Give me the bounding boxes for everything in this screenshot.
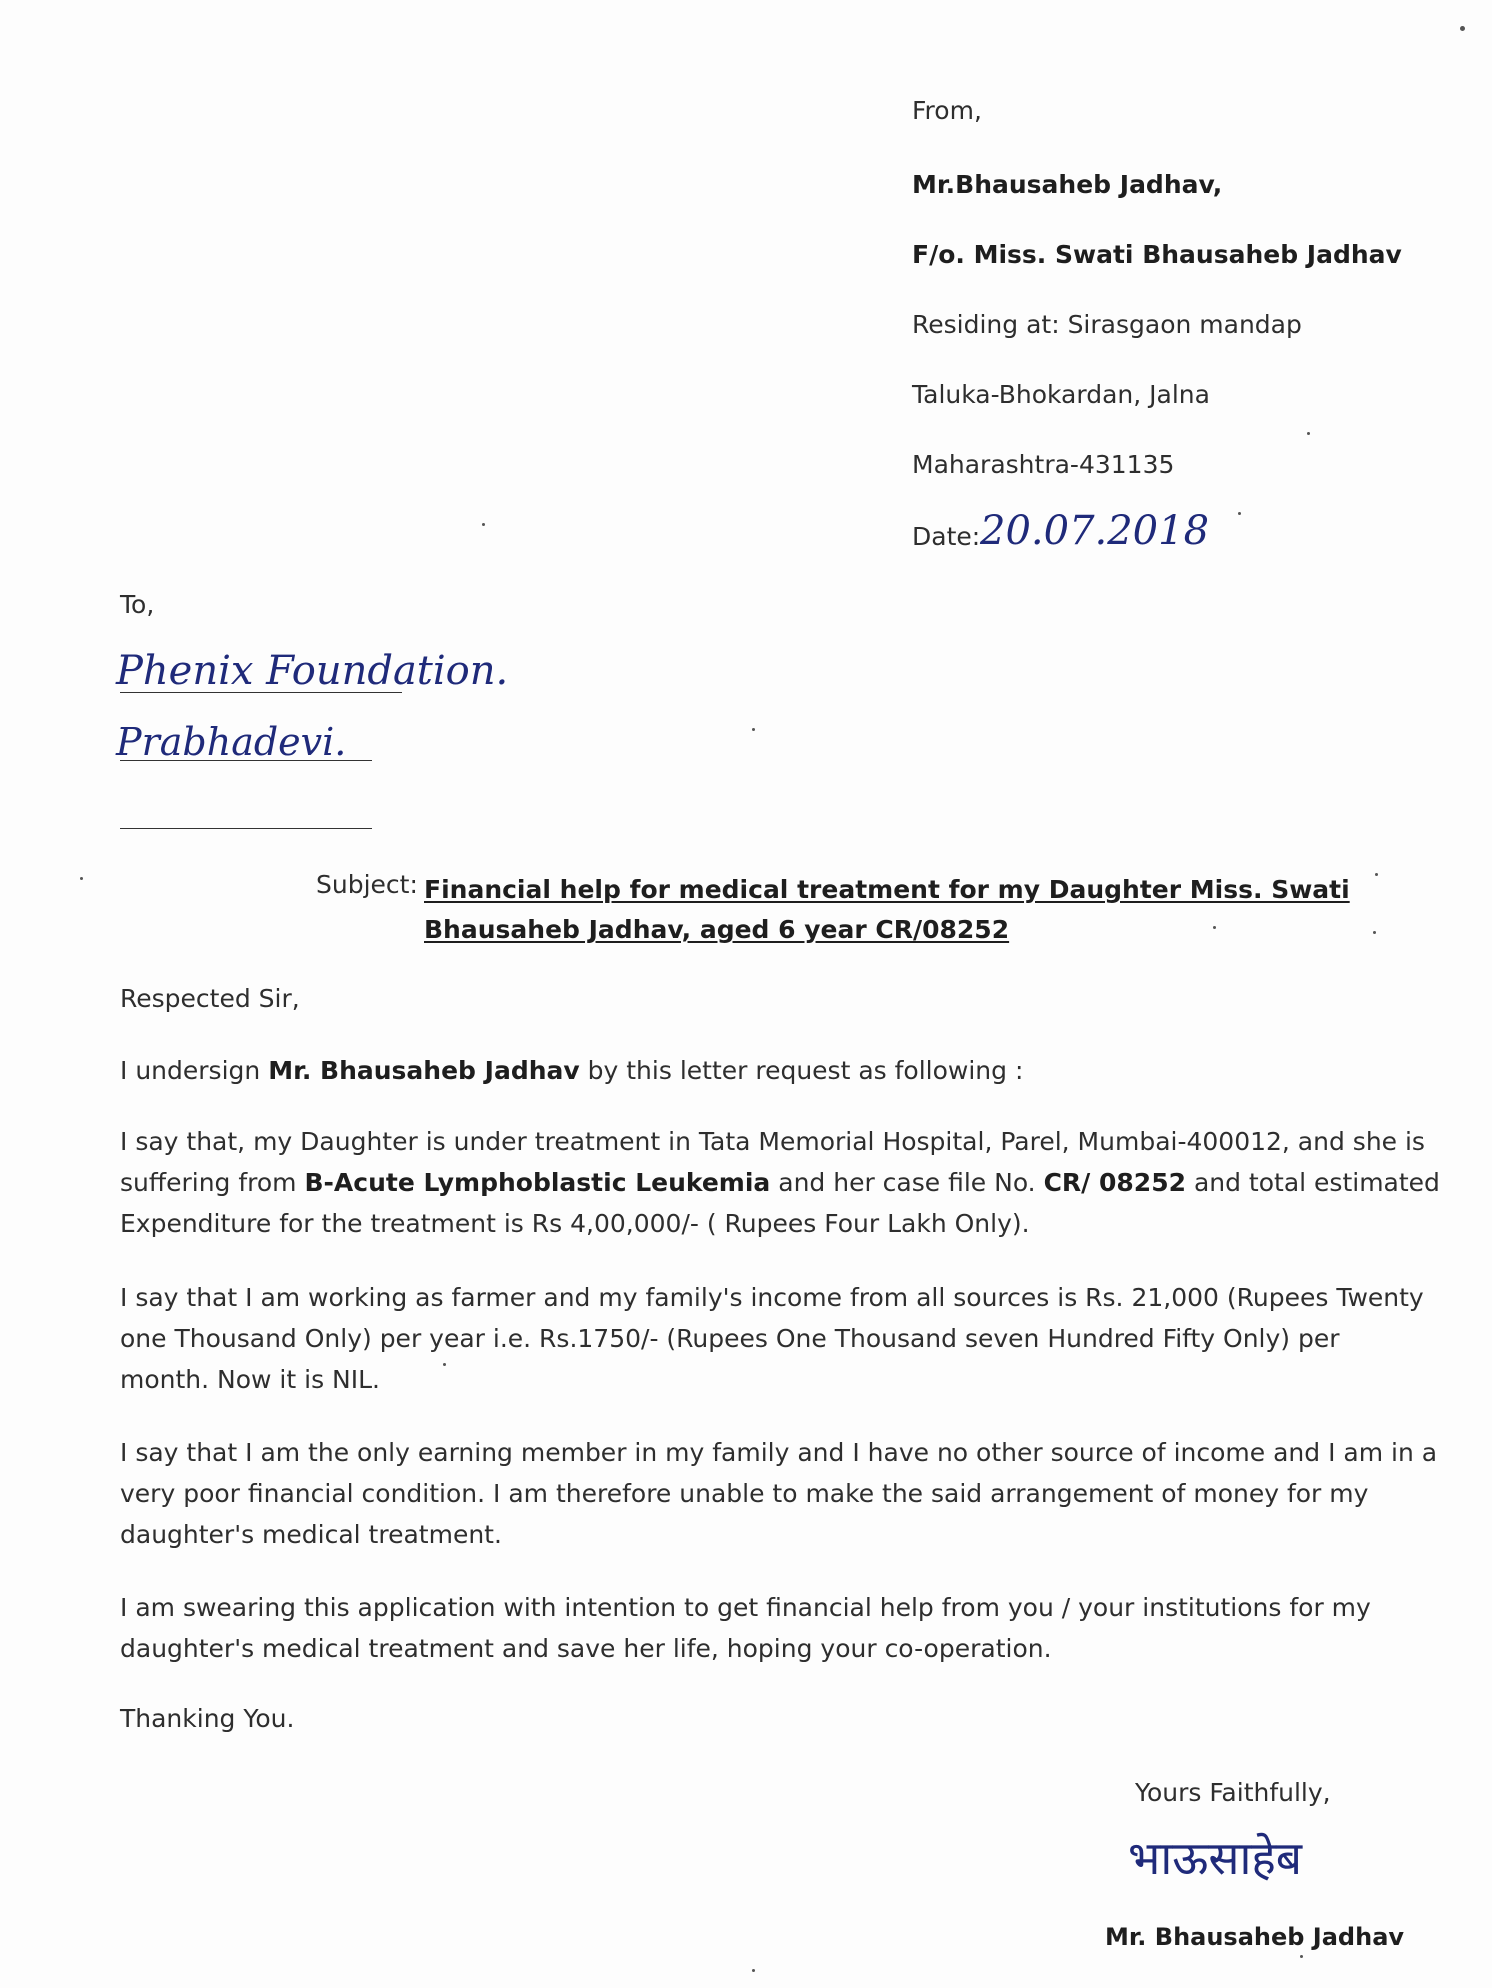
paragraph-line: I say that I am working as farmer and my family's income from all sources is Rs. 21,000 (Rupees Twenty	[120, 1283, 1424, 1312]
paragraph-request	[120, 1587, 1400, 1669]
scan-speck	[80, 877, 83, 880]
sender-address-line3: Maharashtra-431135	[912, 450, 1175, 479]
paragraph-condition	[120, 1432, 1438, 1555]
date-label: Date:	[912, 522, 981, 551]
paragraph-diagnosis	[120, 1121, 1440, 1244]
recipient-line2-handwritten: Prabhadevi.	[116, 720, 347, 764]
paragraph-income	[120, 1277, 1424, 1400]
recipient-line2-rule	[120, 760, 372, 761]
sender-name: Mr.Bhausaheb Jadhav,	[912, 170, 1223, 199]
paragraph-line: I say that, my Daughter is under treatment in Tata Memorial Hospital, Parel, Mumbai-400012, and she is	[120, 1127, 1425, 1156]
recipient-line3-rule	[120, 828, 372, 829]
scan-speck	[482, 523, 485, 526]
sender-address-line1: Residing at: Sirasgaon mandap	[912, 310, 1302, 339]
text-run: and total estimated	[1193, 1168, 1440, 1197]
recipient-line1-rule	[120, 692, 402, 693]
signature-handwritten: भाऊसाहेब	[1128, 1831, 1303, 1885]
scan-speck	[752, 1969, 755, 1972]
subject-text: Financial help for medical treatment for my Daughter Miss. Swati Bhausaheb Jadhav, aged 6 year CR/08252	[424, 875, 1350, 944]
from-label: From,	[912, 96, 982, 125]
scan-speck	[1307, 432, 1310, 435]
paragraph-line: daughter's medical treatment.	[120, 1520, 502, 1549]
text-run: and her case file No.	[778, 1168, 1036, 1197]
paragraph-line: daughter's medical treatment and save her life, hoping your co-operation.	[120, 1634, 1052, 1663]
intro-suffix: by this letter request as following :	[587, 1056, 1024, 1085]
signer-name: Mr. Bhausaheb Jadhav	[1105, 1923, 1405, 1951]
case-file-number: CR/ 08252	[1043, 1168, 1186, 1197]
date-handwritten: 20.07.2018	[980, 508, 1210, 554]
salutation: Respected Sir,	[120, 984, 300, 1013]
thanks: Thanking You.	[120, 1704, 295, 1733]
paragraph-line	[120, 1162, 1440, 1203]
intro-prefix: I undersign	[120, 1056, 261, 1085]
intro-name: Mr. Bhausaheb Jadhav	[268, 1056, 580, 1085]
to-label: To,	[120, 590, 155, 619]
paragraph-line: I say that I am the only earning member in my family and I have no other source of income and I am in a	[120, 1438, 1438, 1467]
sender-relation: F/o. Miss. Swati Bhausaheb Jadhav	[912, 240, 1402, 269]
sender-address-line2: Taluka-Bhokardan, Jalna	[912, 380, 1210, 409]
paragraph-line: Expenditure for the treatment is Rs 4,00,000/- ( Rupees Four Lakh Only).	[120, 1209, 1030, 1238]
paragraph-line: very poor financial condition. I am therefore unable to make the said arrangement of money for my	[120, 1479, 1369, 1508]
scan-speck	[1460, 26, 1465, 31]
subject-label: Subject:	[316, 870, 418, 899]
diagnosis-name: B-Acute Lymphoblastic Leukemia	[304, 1168, 771, 1197]
recipient-line1-handwritten: Phenix Foundation.	[116, 648, 509, 694]
paragraph-line: I am swearing this application with intention to get financial help from you / your institutions for my	[120, 1593, 1371, 1622]
scan-speck	[752, 728, 755, 731]
paragraph-line: month. Now it is NIL.	[120, 1365, 380, 1394]
scan-speck	[1300, 1955, 1303, 1958]
text-run: suffering from	[120, 1168, 297, 1197]
valediction: Yours Faithfully,	[1135, 1778, 1331, 1807]
paragraph-line: one Thousand Only) per year i.e. Rs.1750/- (Rupees One Thousand seven Hundred Fifty Only) per	[120, 1324, 1340, 1353]
scan-speck	[1238, 512, 1241, 515]
intro-paragraph	[120, 1050, 1400, 1091]
